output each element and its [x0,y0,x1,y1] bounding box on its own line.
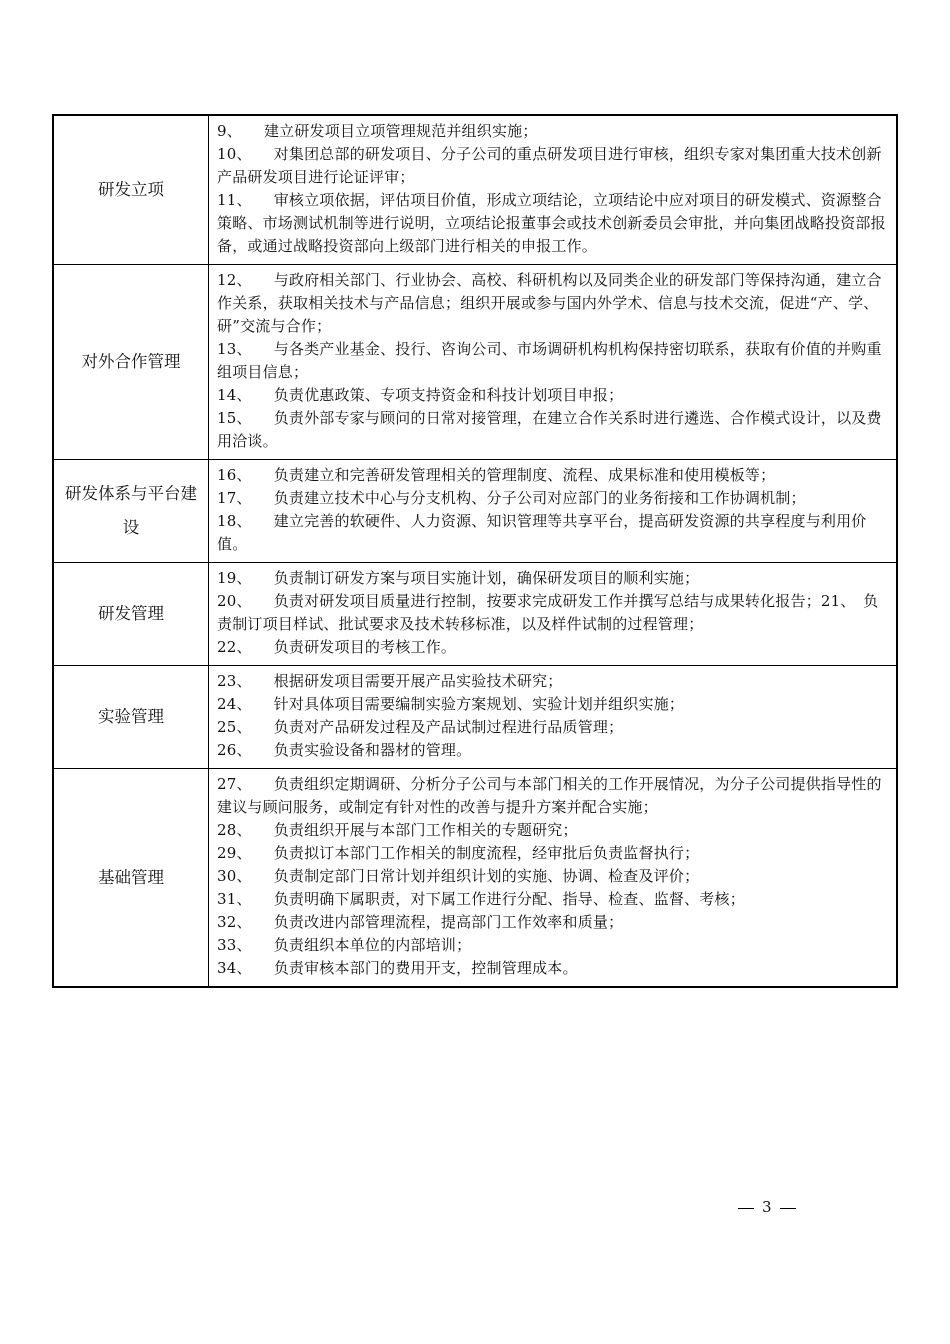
duty-item [217,407,886,453]
duty-item [217,269,886,338]
duty-text: 负责审核本部门的费用开支，控制管理成本。 [273,959,578,977]
duty-number: 15、 [217,409,252,427]
table-row [53,769,897,988]
footer-dash-right [780,1208,796,1209]
duty-text: 负责组织开展与本部门工作相关的专题研究； [273,821,578,839]
duty-item [217,487,886,510]
duty-item [217,819,886,842]
duty-number: 32、 [217,913,252,931]
duty-text: 负责研发项目的考核工作。 [273,638,457,656]
category-cell: 对外合作管理 [53,265,209,460]
table-row [53,563,897,666]
duty-number: 9、 [217,122,242,140]
duty-item [217,189,886,258]
duty-text: 负责建立技术中心与分支机构、分子公司对应部门的业务衔接和工作协调机制； [273,489,806,507]
page-number: 3 [762,1198,772,1216]
duty-item [217,934,886,957]
duty-text: 对集团总部的研发项目、分子公司的重点研发项目进行审核，组织专家对集团重大技术创新产品研发项目进行论证评审； [217,145,882,186]
footer-dash-left [738,1208,754,1209]
duty-number: 16、 [217,466,252,484]
duties-cell [209,769,898,988]
duty-number: 19、 [217,569,252,587]
category-cell: 研发管理 [53,563,209,666]
duty-text: 审核立项依据，评估项目价值，形成立项结论，立项结论中应对项目的研发模式、资源整合策略、市场测试机制等进行说明，立项结论报董事会或技术创新委员会审批，并向集团战略投资部报备，或通过战略投资部向上级部门进行相关的申报工作。 [217,191,886,255]
duty-text: 建立完善的软硬件、人力资源、知识管理等共享平台，提高研发资源的共享程度与利用价值。 [217,512,867,553]
duty-text: 与政府相关部门、行业协会、高校、科研机构以及同类企业的研发部门等保持沟通，建立合作关系，获取相关技术与产品信息；组织开展或参与国内外学术、信息与技术交流，促进“产、学、研”交流与合作； [217,271,882,335]
duty-number: 13、 [217,340,252,358]
duty-text: 负责对产品研发过程及产品试制过程进行品质管理； [273,718,624,736]
duty-number: 14、 [217,386,252,404]
duty-number: 25、 [217,718,252,736]
duty-item [217,693,886,716]
duty-text: 负责制定部门日常计划并组织计划的实施、协调、检查及评价； [273,867,700,885]
duty-text: 与各类产业基金、投行、咨询公司、市场调研机构机构保持密切联系，获取有价值的并购重组项目信息； [217,340,882,381]
duty-number: 24、 [217,695,252,713]
duty-item [217,670,886,693]
table-row [53,265,897,460]
table-row [53,460,897,563]
duty-number: 20、 [217,592,252,610]
duty-number: 10、 [217,145,252,163]
duties-table [52,114,898,988]
duty-number: 23、 [217,672,252,690]
duty-text: 负责组织定期调研、分析分子公司与本部门相关的工作开展情况，为分子公司提供指导性的建议与顾问服务，或制定有针对性的改善与提升方案并配合实施； [217,775,882,816]
duty-number: 34、 [217,959,252,977]
page-footer [738,1198,796,1216]
duty-number: 27、 [217,775,252,793]
duty-text: 负责对研发项目质量进行控制，按要求完成研发工作并撰写总结与成果转化报告；21、 负责制订项目样试、批试要求及技术转移标准，以及样件试制的过程管理； [217,592,879,633]
duty-number: 28、 [217,821,252,839]
duty-text: 负责建立和完善研发管理相关的管理制度、流程、成果标准和使用模板等； [273,466,776,484]
duty-text: 负责拟订本部门工作相关的制度流程，经审批后负责监督执行； [273,844,700,862]
duties-cell [209,460,898,563]
duty-item [217,384,886,407]
duty-text: 负责制订研发方案与项目实施计划，确保研发项目的顺利实施； [273,569,700,587]
duty-number: 31、 [217,890,252,908]
duty-item [217,957,886,980]
duty-text: 负责实验设备和器材的管理。 [273,741,472,759]
duty-text: 针对具体项目需要编制实验方案规划、实验计划并组织实施； [273,695,685,713]
duty-item [217,865,886,888]
duty-item [217,842,886,865]
duty-number: 33、 [217,936,252,954]
duty-text: 负责优惠政策、专项支持资金和科技计划项目申报； [273,386,624,404]
duty-text: 建立研发项目立项管理规范并组织实施； [263,122,538,140]
duty-item [217,338,886,384]
duty-number: 26、 [217,741,252,759]
duties-cell [209,563,898,666]
duty-item [217,464,886,487]
duty-text: 负责明确下属职责，对下属工作进行分配、指导、检查、监督、考核； [273,890,745,908]
duty-number: 22、 [217,638,252,656]
duties-cell [209,265,898,460]
duty-item [217,120,886,143]
duty-number: 30、 [217,867,252,885]
duty-number: 11、 [217,191,252,209]
category-cell: 研发体系与平台建设 [53,460,209,563]
duty-text: 负责外部专家与顾问的日常对接管理，在建立合作关系时进行遴选、合作模式设计，以及费用洽谈。 [217,409,882,450]
duties-table-body [53,115,897,987]
duties-cell [209,666,898,769]
duty-item [217,888,886,911]
duty-item [217,567,886,590]
duty-text: 负责组织本单位的内部培训； [273,936,472,954]
duty-item [217,590,886,636]
duty-number: 17、 [217,489,252,507]
duty-item [217,739,886,762]
category-cell: 基础管理 [53,769,209,988]
duty-item [217,716,886,739]
duty-item [217,510,886,556]
duties-cell [209,115,898,265]
table-row [53,115,897,265]
category-cell: 研发立项 [53,115,209,265]
duty-item [217,143,886,189]
duty-item [217,773,886,819]
category-cell: 实验管理 [53,666,209,769]
duty-number: 12、 [217,271,252,289]
duty-number: 18、 [217,512,252,530]
duty-item [217,911,886,934]
duty-text: 根据研发项目需要开展产品实验技术研究； [273,672,563,690]
duty-item [217,636,886,659]
duty-text: 负责改进内部管理流程，提高部门工作效率和质量； [273,913,624,931]
table-row [53,666,897,769]
duty-number: 29、 [217,844,252,862]
